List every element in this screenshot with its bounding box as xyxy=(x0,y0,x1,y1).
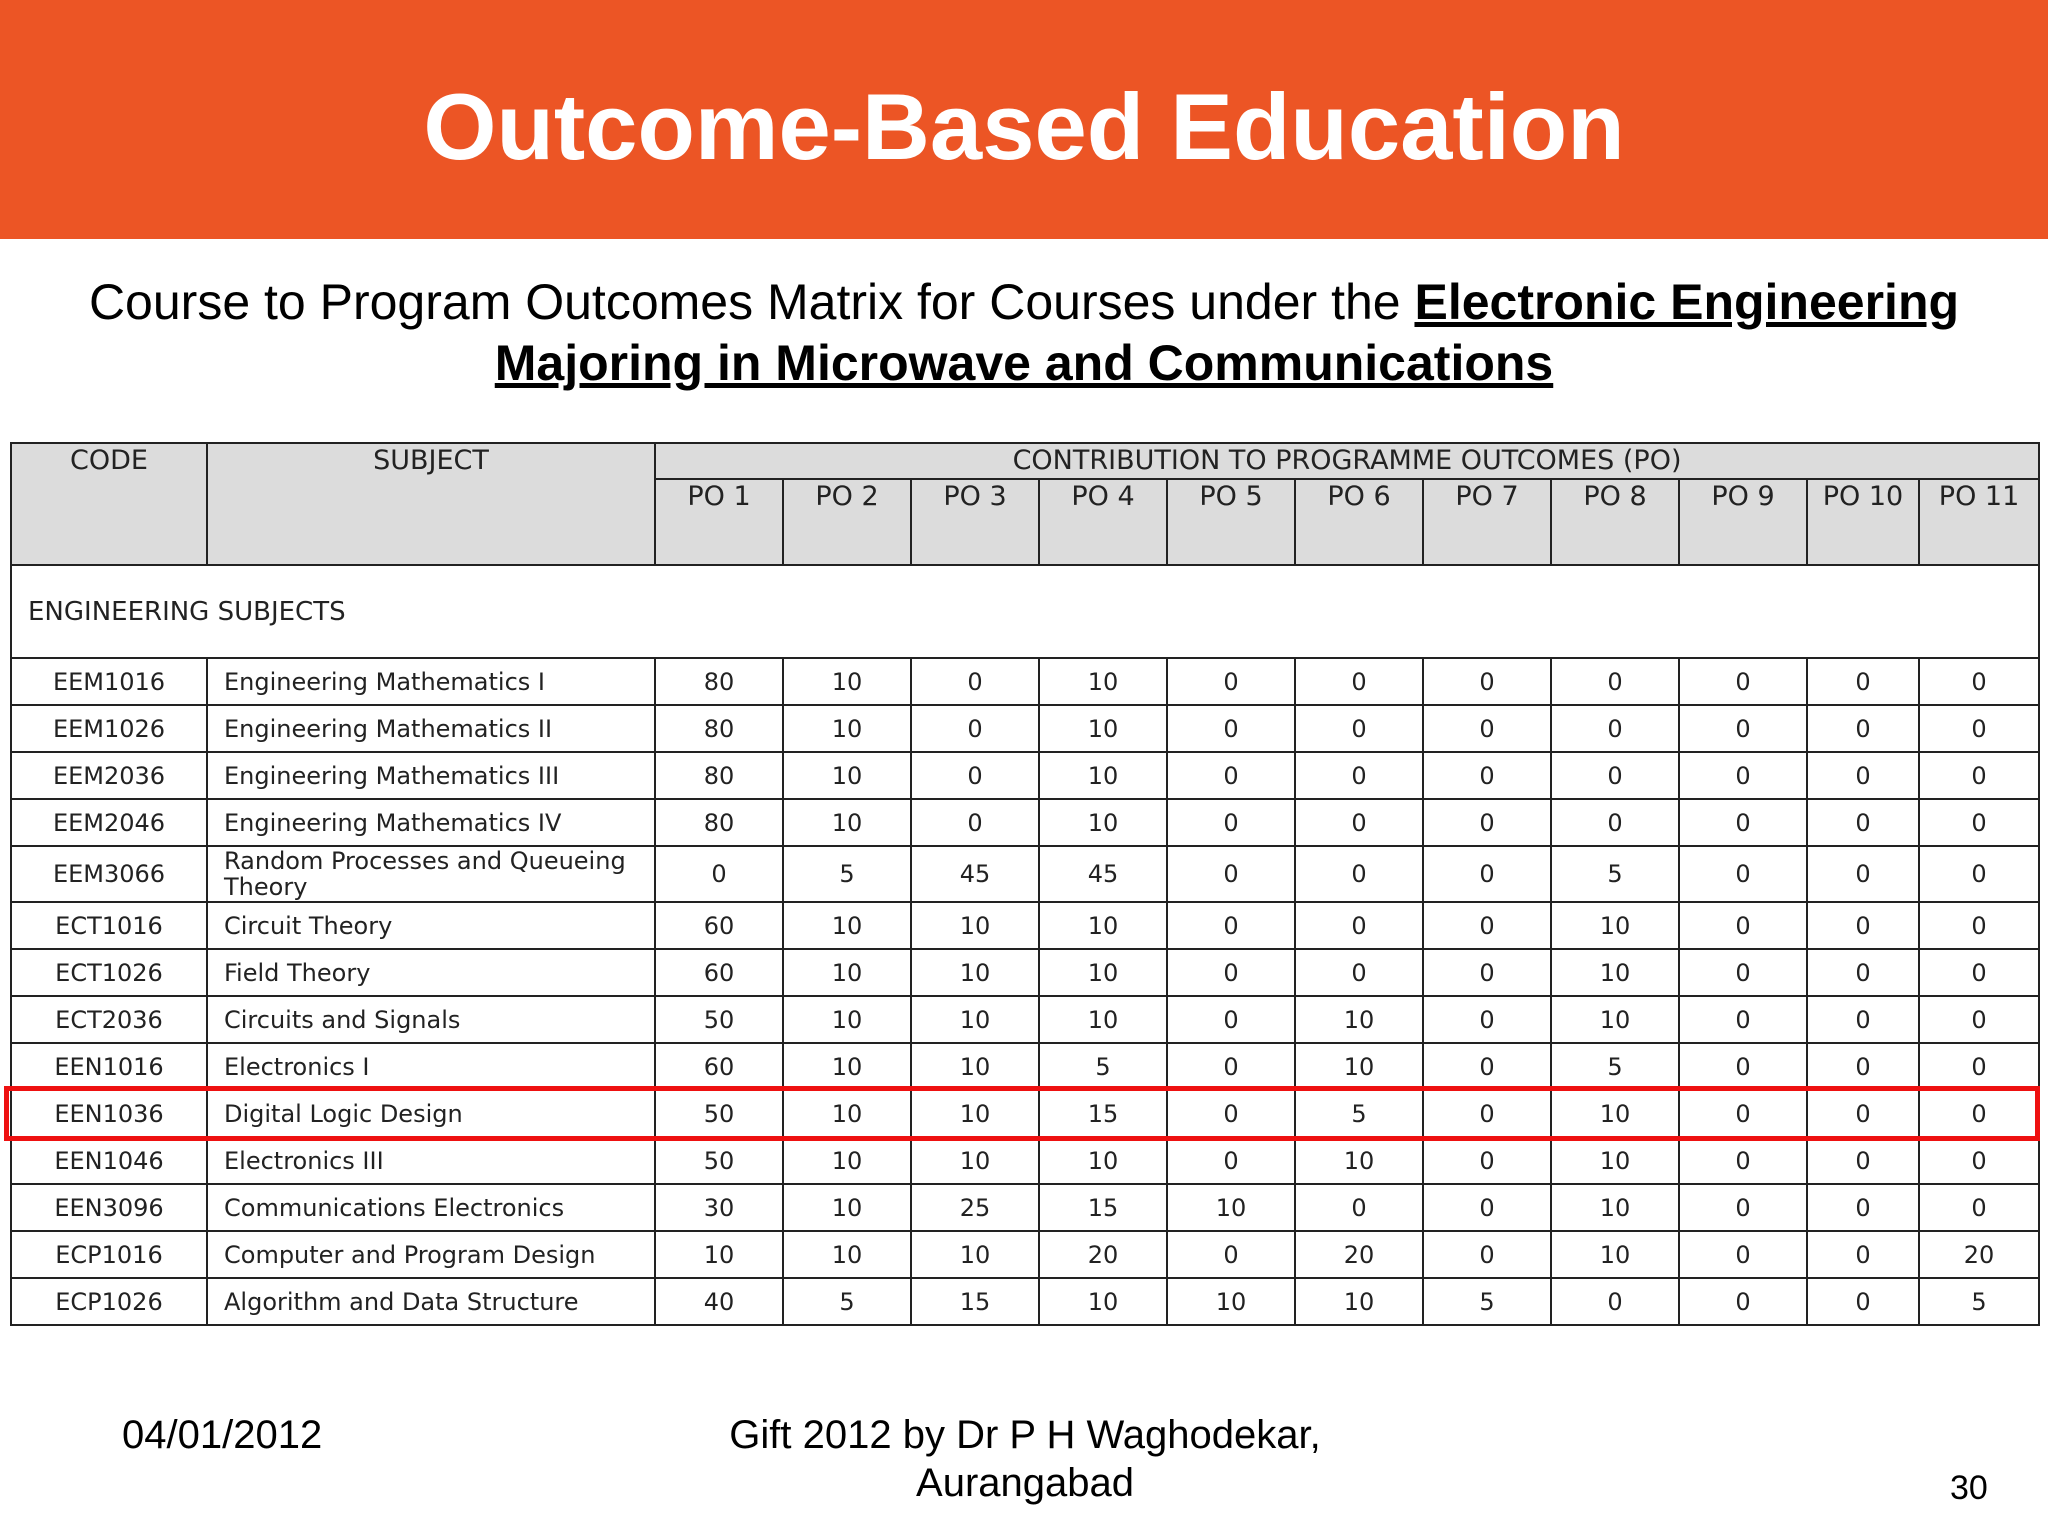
po-value: 0 xyxy=(911,658,1039,705)
course-code: EEM2046 xyxy=(11,799,207,846)
po-value: 0 xyxy=(1295,846,1423,902)
po-value: 0 xyxy=(1679,1043,1807,1090)
po-value: 5 xyxy=(783,846,911,902)
po-value: 0 xyxy=(1807,1184,1919,1231)
po-value: 10 xyxy=(1551,1184,1679,1231)
table-row xyxy=(11,705,2039,752)
po-value: 0 xyxy=(1295,949,1423,996)
po-value: 0 xyxy=(1551,705,1679,752)
po-value: 0 xyxy=(1679,705,1807,752)
po-value: 60 xyxy=(655,1043,783,1090)
table-row xyxy=(11,1278,2039,1325)
po-value: 0 xyxy=(1919,1043,2039,1090)
slide-subtitle xyxy=(40,272,2008,394)
po-value: 10 xyxy=(1551,1231,1679,1278)
course-code: ECP1016 xyxy=(11,1231,207,1278)
po-value: 10 xyxy=(1167,1278,1295,1325)
po-value: 10 xyxy=(783,1231,911,1278)
course-code: ECT1016 xyxy=(11,902,207,949)
po-value: 0 xyxy=(1919,1184,2039,1231)
po-value: 0 xyxy=(1551,1278,1679,1325)
table-row xyxy=(11,1043,2039,1090)
po-value: 0 xyxy=(1423,1137,1551,1184)
po-header-4: PO 4 xyxy=(1039,479,1167,565)
po-value: 0 xyxy=(911,799,1039,846)
po-value: 10 xyxy=(911,1043,1039,1090)
po-value: 15 xyxy=(1039,1184,1167,1231)
po-value: 10 xyxy=(1039,1137,1167,1184)
po-value: 0 xyxy=(1807,996,1919,1043)
po-value: 10 xyxy=(1551,949,1679,996)
po-value: 10 xyxy=(1551,902,1679,949)
po-value: 0 xyxy=(1679,1231,1807,1278)
po-value: 10 xyxy=(783,705,911,752)
po-value: 0 xyxy=(1167,949,1295,996)
po-value: 0 xyxy=(1423,799,1551,846)
po-value: 0 xyxy=(1807,658,1919,705)
po-value: 10 xyxy=(783,799,911,846)
po-value: 0 xyxy=(1919,902,2039,949)
po-header-10: PO 10 xyxy=(1807,479,1919,565)
po-value: 0 xyxy=(1423,1090,1551,1137)
course-subject: Electronics III xyxy=(207,1137,655,1184)
po-value: 10 xyxy=(911,949,1039,996)
po-value: 0 xyxy=(1167,996,1295,1043)
table-row xyxy=(11,1184,2039,1231)
course-subject: Field Theory xyxy=(207,949,655,996)
matrix-body xyxy=(11,658,2039,1325)
course-code: EEM1016 xyxy=(11,658,207,705)
subtitle-text: Course to Program Outcomes Matrix for Courses under the xyxy=(88,274,1415,330)
po-value: 0 xyxy=(1167,799,1295,846)
po-value: 10 xyxy=(1295,1043,1423,1090)
po-value: 20 xyxy=(1295,1231,1423,1278)
po-value: 10 xyxy=(1167,1184,1295,1231)
po-value: 0 xyxy=(1423,846,1551,902)
po-value: 0 xyxy=(1679,1184,1807,1231)
subject-column-header: SUBJECT xyxy=(207,443,655,565)
po-value: 0 xyxy=(1167,1137,1295,1184)
section-label: ENGINEERING SUBJECTS xyxy=(11,565,2039,658)
po-value: 45 xyxy=(911,846,1039,902)
course-subject: Algorithm and Data Structure xyxy=(207,1278,655,1325)
po-value: 10 xyxy=(1551,1090,1679,1137)
po-value: 10 xyxy=(1039,902,1167,949)
po-value: 5 xyxy=(1295,1090,1423,1137)
course-code: EEN1046 xyxy=(11,1137,207,1184)
po-value: 0 xyxy=(1679,658,1807,705)
po-value: 0 xyxy=(1295,1184,1423,1231)
po-value: 0 xyxy=(1919,949,2039,996)
table-row xyxy=(11,949,2039,996)
footer-credit-line1: Gift 2012 by Dr P H Waghodekar, xyxy=(729,1413,1321,1457)
po-value: 10 xyxy=(1039,752,1167,799)
po-value: 0 xyxy=(1919,658,2039,705)
po-value: 0 xyxy=(1423,949,1551,996)
table-row xyxy=(11,1231,2039,1278)
table-row xyxy=(11,658,2039,705)
po-value: 0 xyxy=(1295,705,1423,752)
footer-credit-line2: Aurangabad xyxy=(916,1461,1134,1505)
course-subject: Engineering Mathematics II xyxy=(207,705,655,752)
course-subject: Communications Electronics xyxy=(207,1184,655,1231)
po-value: 80 xyxy=(655,752,783,799)
po-value: 10 xyxy=(1039,705,1167,752)
po-value: 0 xyxy=(1807,705,1919,752)
po-value: 10 xyxy=(1295,996,1423,1043)
table-row xyxy=(11,752,2039,799)
po-value: 0 xyxy=(1423,1043,1551,1090)
po-header-11: PO 11 xyxy=(1919,479,2039,565)
po-value: 0 xyxy=(1167,658,1295,705)
course-code: ECP1026 xyxy=(11,1278,207,1325)
outcomes-matrix xyxy=(10,442,2040,1326)
po-value: 5 xyxy=(1039,1043,1167,1090)
footer-credit xyxy=(650,1411,1400,1507)
po-value: 0 xyxy=(1807,752,1919,799)
table-row xyxy=(11,1090,2039,1137)
po-value: 10 xyxy=(783,996,911,1043)
contribution-header: CONTRIBUTION TO PROGRAMME OUTCOMES (PO) xyxy=(655,443,2039,479)
po-value: 0 xyxy=(1807,1137,1919,1184)
po-value: 10 xyxy=(1551,1137,1679,1184)
course-subject: Digital Logic Design xyxy=(207,1090,655,1137)
po-header-5: PO 5 xyxy=(1167,479,1295,565)
po-value: 0 xyxy=(1919,799,2039,846)
course-subject: Random Processes and Queueing Theory xyxy=(207,846,655,902)
po-value: 10 xyxy=(911,996,1039,1043)
po-header-8: PO 8 xyxy=(1551,479,1679,565)
po-value: 0 xyxy=(1919,996,2039,1043)
po-value: 0 xyxy=(1423,705,1551,752)
po-value: 10 xyxy=(783,1184,911,1231)
po-value: 10 xyxy=(911,902,1039,949)
po-value: 5 xyxy=(783,1278,911,1325)
po-value: 0 xyxy=(1551,752,1679,799)
course-code: ECT2036 xyxy=(11,996,207,1043)
po-value: 10 xyxy=(1039,799,1167,846)
po-value: 0 xyxy=(1679,949,1807,996)
po-value: 60 xyxy=(655,949,783,996)
po-value: 0 xyxy=(1807,1043,1919,1090)
po-value: 5 xyxy=(1551,846,1679,902)
course-subject: Computer and Program Design xyxy=(207,1231,655,1278)
po-header-6: PO 6 xyxy=(1295,479,1423,565)
po-value: 10 xyxy=(1295,1137,1423,1184)
po-value: 20 xyxy=(1919,1231,2039,1278)
po-value: 10 xyxy=(1551,996,1679,1043)
po-value: 0 xyxy=(1167,902,1295,949)
po-value: 0 xyxy=(1679,752,1807,799)
po-value: 10 xyxy=(783,1043,911,1090)
po-value: 0 xyxy=(1919,846,2039,902)
po-value: 80 xyxy=(655,658,783,705)
po-value: 0 xyxy=(1807,1231,1919,1278)
po-value: 25 xyxy=(911,1184,1039,1231)
po-value: 0 xyxy=(1679,846,1807,902)
po-value: 0 xyxy=(911,705,1039,752)
po-value: 50 xyxy=(655,1137,783,1184)
po-value: 30 xyxy=(655,1184,783,1231)
po-header-9: PO 9 xyxy=(1679,479,1807,565)
po-value: 10 xyxy=(911,1090,1039,1137)
course-subject: Circuit Theory xyxy=(207,902,655,949)
po-value: 10 xyxy=(911,1137,1039,1184)
po-header-7: PO 7 xyxy=(1423,479,1551,565)
course-code: EEM2036 xyxy=(11,752,207,799)
po-value: 0 xyxy=(1167,752,1295,799)
po-value: 0 xyxy=(1807,1278,1919,1325)
po-value: 0 xyxy=(1807,949,1919,996)
table-row xyxy=(11,846,2039,902)
po-value: 0 xyxy=(1167,1090,1295,1137)
subtitle-emphasis: Electronic Engineering Majoring in Microwave and Communications xyxy=(494,274,1960,391)
po-value: 0 xyxy=(1423,658,1551,705)
po-value: 0 xyxy=(1295,902,1423,949)
table-row xyxy=(11,1137,2039,1184)
po-value: 0 xyxy=(1679,799,1807,846)
po-value: 40 xyxy=(655,1278,783,1325)
course-code: ECT1026 xyxy=(11,949,207,996)
po-value: 0 xyxy=(1807,846,1919,902)
po-value: 45 xyxy=(1039,846,1167,902)
po-value: 0 xyxy=(655,846,783,902)
po-value: 10 xyxy=(1039,1278,1167,1325)
po-value: 50 xyxy=(655,996,783,1043)
po-value: 15 xyxy=(911,1278,1039,1325)
slide-title: Outcome-Based Education xyxy=(423,74,1625,179)
title-banner xyxy=(0,0,2048,239)
po-value: 0 xyxy=(1167,846,1295,902)
course-subject: Engineering Mathematics IV xyxy=(207,799,655,846)
po-value: 0 xyxy=(911,752,1039,799)
code-column-header: CODE xyxy=(11,443,207,565)
po-value: 0 xyxy=(1807,799,1919,846)
course-code: EEN1036 xyxy=(11,1090,207,1137)
po-value: 0 xyxy=(1167,1043,1295,1090)
po-value: 0 xyxy=(1295,799,1423,846)
po-value: 0 xyxy=(1295,658,1423,705)
po-value: 0 xyxy=(1423,902,1551,949)
po-value: 80 xyxy=(655,705,783,752)
page-number: 30 xyxy=(1950,1469,1988,1507)
po-value: 10 xyxy=(1295,1278,1423,1325)
po-value: 0 xyxy=(1679,996,1807,1043)
course-code: EEN1016 xyxy=(11,1043,207,1090)
po-value: 5 xyxy=(1919,1278,2039,1325)
course-subject: Engineering Mathematics III xyxy=(207,752,655,799)
po-value: 10 xyxy=(783,902,911,949)
footer-date: 04/01/2012 xyxy=(122,1413,323,1457)
course-code: EEM1026 xyxy=(11,705,207,752)
po-value: 0 xyxy=(1919,1137,2039,1184)
po-value: 5 xyxy=(1551,1043,1679,1090)
po-value: 0 xyxy=(1295,752,1423,799)
course-subject: Circuits and Signals xyxy=(207,996,655,1043)
table-row xyxy=(11,799,2039,846)
po-value: 10 xyxy=(1039,949,1167,996)
course-code: EEN3096 xyxy=(11,1184,207,1231)
po-value: 0 xyxy=(1423,1231,1551,1278)
po-value: 10 xyxy=(783,752,911,799)
po-value: 10 xyxy=(655,1231,783,1278)
po-value: 0 xyxy=(1423,996,1551,1043)
po-value: 0 xyxy=(1167,705,1295,752)
po-value: 0 xyxy=(1551,658,1679,705)
po-value: 0 xyxy=(1423,752,1551,799)
table-row xyxy=(11,902,2039,949)
po-value: 20 xyxy=(1039,1231,1167,1278)
po-value: 0 xyxy=(1679,902,1807,949)
po-value: 50 xyxy=(655,1090,783,1137)
po-value: 0 xyxy=(1679,1278,1807,1325)
po-value: 0 xyxy=(1551,799,1679,846)
po-value: 0 xyxy=(1807,902,1919,949)
po-header-3: PO 3 xyxy=(911,479,1039,565)
po-value: 10 xyxy=(1039,658,1167,705)
po-value: 0 xyxy=(1423,1184,1551,1231)
po-header-1: PO 1 xyxy=(655,479,783,565)
course-code: EEM3066 xyxy=(11,846,207,902)
po-value: 0 xyxy=(1807,1090,1919,1137)
po-value: 80 xyxy=(655,799,783,846)
po-value: 10 xyxy=(1039,996,1167,1043)
course-subject: Engineering Mathematics I xyxy=(207,658,655,705)
po-value: 10 xyxy=(783,1137,911,1184)
table-row xyxy=(11,996,2039,1043)
po-value: 10 xyxy=(783,949,911,996)
po-value: 5 xyxy=(1423,1278,1551,1325)
po-value: 10 xyxy=(911,1231,1039,1278)
po-value: 0 xyxy=(1919,1090,2039,1137)
po-value: 0 xyxy=(1679,1137,1807,1184)
po-value: 15 xyxy=(1039,1090,1167,1137)
po-value: 0 xyxy=(1919,705,2039,752)
po-value: 0 xyxy=(1679,1090,1807,1137)
po-value: 10 xyxy=(783,1090,911,1137)
po-header-2: PO 2 xyxy=(783,479,911,565)
po-value: 0 xyxy=(1919,752,2039,799)
course-subject: Electronics I xyxy=(207,1043,655,1090)
po-value: 0 xyxy=(1167,1231,1295,1278)
po-value: 60 xyxy=(655,902,783,949)
po-value: 10 xyxy=(783,658,911,705)
